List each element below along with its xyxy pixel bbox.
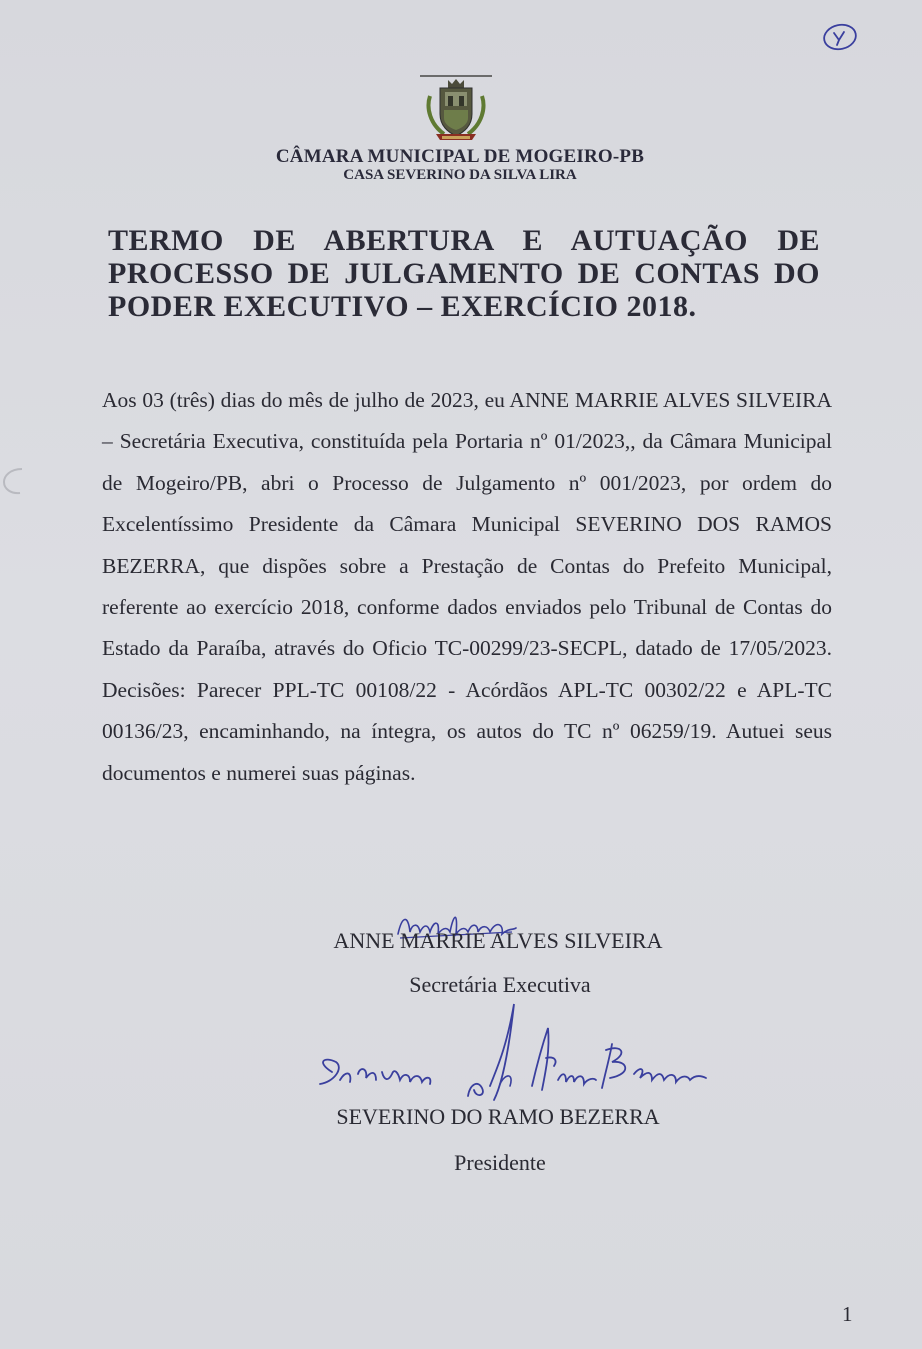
municipal-crest-icon [418,74,494,146]
signature-severino [310,1000,720,1112]
handwritten-page-mark [820,20,860,54]
house-name: CASA SEVERINO DA SILVA LIRA [343,167,577,183]
signatory-2-role: Presidente [454,1150,546,1175]
body-paragraph: Aos 03 (três) dias do mês de julho de 2023, eu ANNE MARRIE ALVES SILVEIRA – Secretária Executiva, constituída pela Portaria nº 01/2023,, da Câmara Municipal de Mogeiro/PB, abri o Processo de Julgamento nº 001/2023, por ordem do Excelentíssimo Presidente da Câmara Municipal SEVERINO DOS RAMOS BEZERRA, que dispões sobre a Prestação de Contas do Prefeito Municipal, referente ao exercício 2018, conforme dados enviados pelo Tribunal de Contas do Estado da Paraíba, através do Oficio TC-00299/23-SECPL, datado de 17/05/2023. Decisões: Parecer PPL-TC 00108/22 - Acórdãos APL-TC 00302/22 e APL-TC 00136/23, encaminhando, na íntegra, os autos do TC nº 06259/19. Autuei seus documentos e numerei suas páginas. [102,388,832,785]
punch-hole-mark [0,466,26,496]
signatory-1-role: Secretária Executiva [409,972,591,997]
document-title: TERMO DE ABERTURA E AUTUAÇÃO DE PROCESSO DE JULGAMENTO DE CONTAS DO PODER EXECUTIVO – EXERCÍCIO 2018. [108,224,820,323]
organization-name: CÂMARA MUNICIPAL DE MOGEIRO-PB [275,146,645,167]
signatory-1-name: ANNE MARRIE ALVES SILVEIRA [333,928,663,953]
signatory-2-name: SEVERINO DO RAMO BEZERRA [336,1104,660,1129]
page-number: 1 [842,1302,853,1326]
